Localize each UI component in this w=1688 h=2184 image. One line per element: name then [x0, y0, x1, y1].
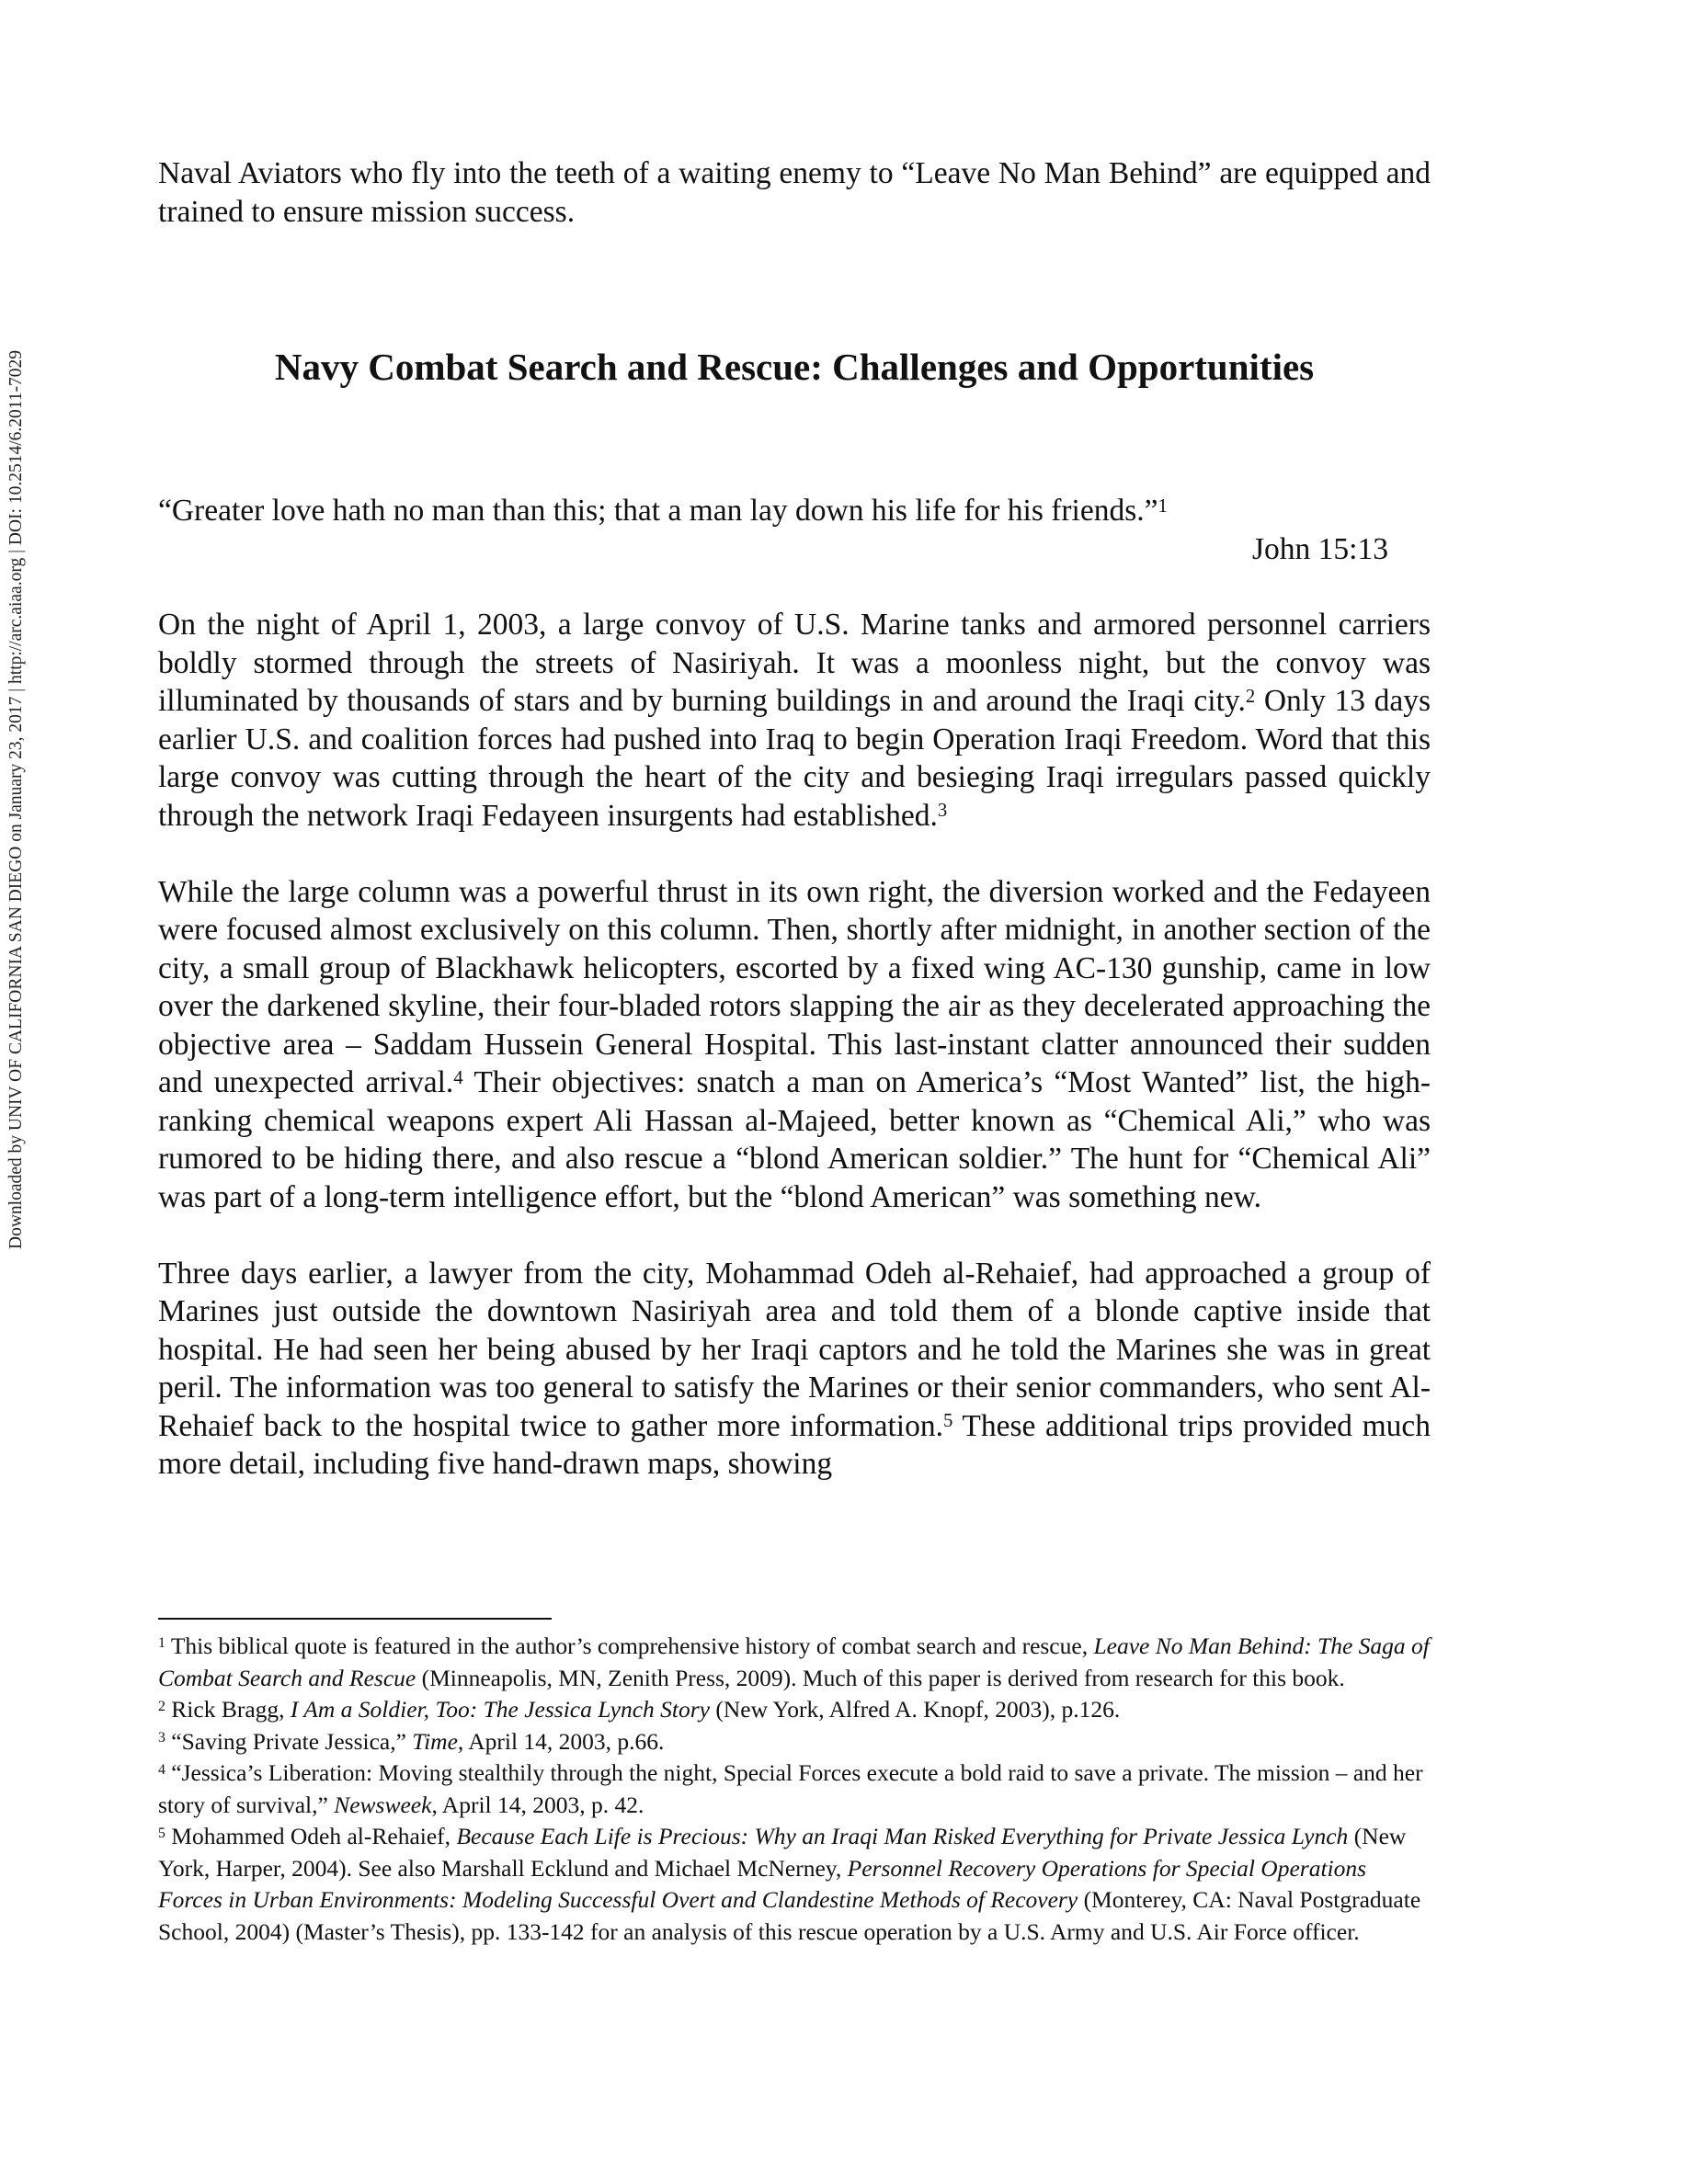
footnote-text: (Minneapolis, MN, Zenith Press, 2009). Much of this paper is derived from research for this book. [416, 1664, 1345, 1691]
epigraph-quote [158, 492, 1431, 530]
footnote-number: 3 [158, 1730, 165, 1746]
footnote-text: “Saving Private Jessica,” [165, 1727, 413, 1755]
paragraph-gap [158, 1216, 1431, 1255]
intro-paragraph: Naval Aviators who fly into the teeth of a waiting enemy to “Leave No Man Behind” are equipped and trained to ensure mission success. [158, 156, 1431, 229]
footnote-title: Because Each Life is Precious: Why an Iraqi Man Risked Everything for Private Jessica Lynch [456, 1823, 1349, 1849]
footnote-number: 1 [158, 1634, 165, 1651]
download-stamp [0, 0, 33, 1599]
footnote-ref-5[interactable]: 5 [942, 1410, 953, 1432]
footnote-number: 4 [158, 1761, 165, 1778]
footnote-separator [158, 1618, 552, 1620]
footnote-text: Rick Bragg, [165, 1696, 291, 1723]
footnote-ref-1[interactable]: 1 [1158, 495, 1168, 517]
footnote-3 [158, 1726, 1431, 1758]
footnote-title: I Am a Soldier, Too: The Jessica Lynch Story [290, 1696, 710, 1723]
footnote-title: Newsweek [334, 1791, 432, 1818]
footnote-title: Leave No Man Behind: The Saga of Combat Search and Rescue [158, 1632, 1430, 1691]
footnote-text: This biblical quote is featured in the author’s comprehensive history of combat search and rescue, [165, 1632, 1094, 1659]
footnote-text: , April 14, 2003, p.66. [457, 1727, 665, 1755]
footnote-title: Personnel Recovery Operations for Special Operations Forces in Urban Environments: Modeling Successful Overt and Clandestine Methods of Recovery [158, 1854, 1367, 1913]
footnote-ref-4[interactable]: 4 [453, 1066, 463, 1088]
footnote-text: (New York, Alfred A. Knopf, 2003), p.126. [709, 1696, 1121, 1723]
footnote-1 [158, 1631, 1431, 1694]
paragraph-gap [158, 835, 1431, 873]
page-body [158, 154, 1431, 1484]
footnote-text: (Monterey, CA: Naval Postgraduate School, 2004) (Master’s Thesis), pp. 133-142 for an analysis of this rescue operation by a U.S. Army and U.S. Air Force officer. [158, 1886, 1421, 1945]
paragraph-3-text-b: These additional trips provided much more detail, including five hand-drawn maps, showing [158, 1408, 1431, 1481]
epigraph-attribution: John 15:13 [1252, 531, 1388, 566]
paragraph-1-text-a: On the night of April 1, 2003, a large convoy of U.S. Marine tanks and armored personnel carriers boldly stormed through the streets of Nasiriyah. It was a moonless night, but the convoy was illuminated by thousands of stars and by burning buildings in and around the Iraqi city. [158, 608, 1431, 718]
footnote-4 [158, 1757, 1431, 1821]
paragraph-3-text-a: Three days earlier, a lawyer from the city, Mohammad Odeh al-Rehaief, had approached a group of Marines just outside the downtown Nasiriyah area and told them of a blonde captive inside that hospital. He had seen her being abused by her Iraqi captors and he told the Marines she was in great peril. The information was too general to satisfy the Marines or their senior commanders, who sent Al-Rehaief back to the hospital twice to gather more information. [158, 1256, 1431, 1443]
footnote-ref-3[interactable]: 3 [937, 800, 948, 822]
body-paragraph-1 [158, 606, 1431, 835]
paragraph-2-text-a: While the large column was a powerful thrust in its own right, the diversion worked and the Fedayeen were focused almost exclusively on this column. Then, shortly after midnight, in another section of the city, a small group of Blackhawk helicopters, escorted by a fixed wing AC-130 gunship, came in low over the darkened skyline, their four-bladed rotors slapping the air as they decelerated approaching the objective area – Saddam Hussein General Hospital. This last-instant clatter announced their sudden and unexpected arrival. [158, 874, 1431, 1099]
footnote-text: (New York, Harper, 2004). See also Marshall Ecklund and Michael McNerney, [158, 1823, 1407, 1882]
footnote-text: “Jessica’s Liberation: Moving stealthily through the night, Special Forces execute a bold raid to save a private. The mission – and her story of survival,” [158, 1759, 1423, 1818]
paragraph-2-text-b: Their objectives: snatch a man on America’s “Most Wanted” list, the high-ranking chemical weapons expert Ali Hassan al-Majeed, better known as “Chemical Ali,” who was rumored to be hiding there, and also rescue a “blond American soldier.” The hunt for “Chemical Ali” was part of a long-term intelligence effort, but the “blond American” was something new. [158, 1065, 1431, 1214]
epigraph-text: “Greater love hath no man than this; that a man lay down his life for his friends.” [158, 494, 1158, 528]
footnote-2 [158, 1694, 1431, 1726]
paragraph-1-text-b: Only 13 days earlier U.S. and coalition forces had pushed into Iraq to begin Operation Iraqi Freedom. Word that this large convoy was cutting through the heart of the city and besieging Iraqi irregulars passed quickly through the network Iraqi Fedayeen insurgents had established. [158, 684, 1431, 833]
body-paragraph-2 [158, 873, 1431, 1217]
download-stamp-text: Downloaded by UNIV OF CALIFORNIA SAN DIEGO on January 23, 2017 | http://arc.aiaa.org | DOI: 10.2514/6.2011-7029 [6, 349, 26, 1250]
footnote-text: , April 14, 2003, p. 42. [431, 1791, 644, 1818]
footnote-number: 2 [158, 1698, 165, 1714]
section-title: Navy Combat Search and Rescue: Challenges and Opportunities [274, 346, 1315, 388]
footnote-5 [158, 1821, 1431, 1948]
footnotes [158, 1631, 1431, 1948]
body-paragraph-3 [158, 1255, 1431, 1484]
footnote-title: Time [412, 1727, 458, 1755]
footnote-number: 5 [158, 1825, 165, 1841]
footnote-ref-2[interactable]: 2 [1245, 685, 1256, 707]
footnote-text: Mohammed Odeh al-Rehaief, [165, 1823, 457, 1849]
